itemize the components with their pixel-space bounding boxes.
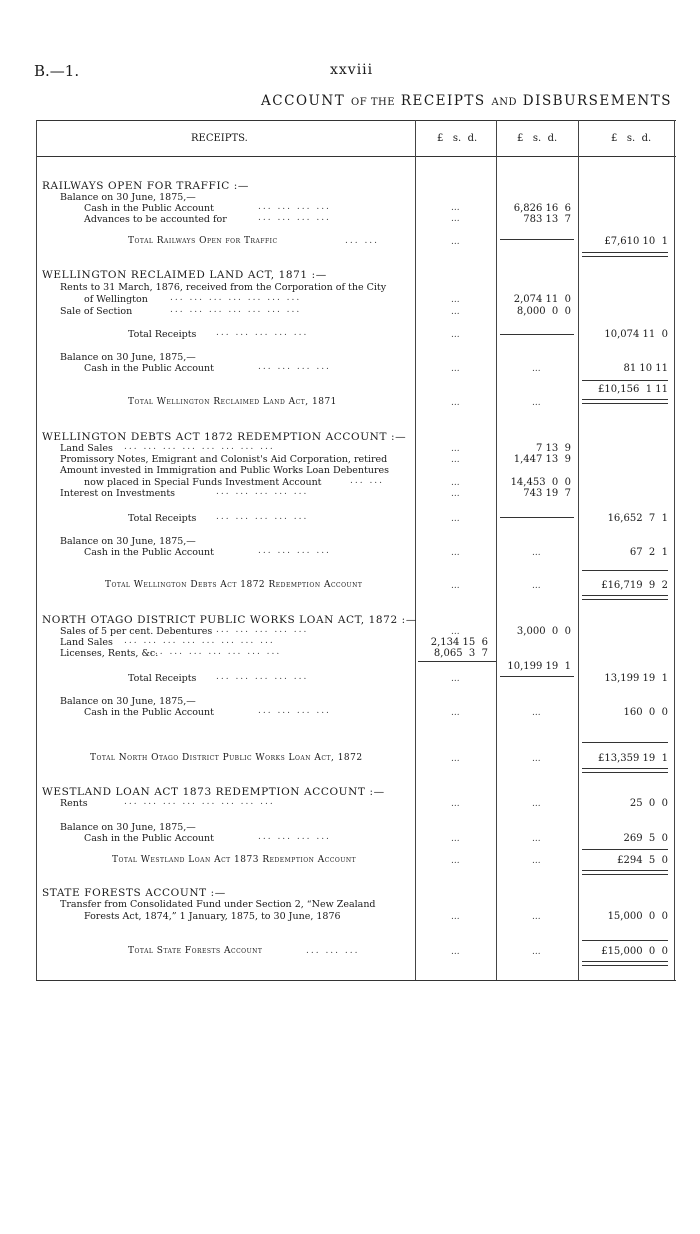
amount-column-2-header: £ s. d.: [517, 133, 558, 144]
ellipsis: ...: [532, 398, 541, 408]
debts-notes-value: 1,447 13 9: [513, 454, 571, 465]
debts-invested-label-cont: now placed in Special Funds Investment Account: [84, 477, 322, 488]
total-double-rule: [582, 595, 668, 600]
leader-dots: ... ... ... ...: [258, 213, 331, 223]
otago-land-label: Land Sales: [60, 637, 113, 648]
ellipsis: ...: [532, 581, 541, 591]
header-rule: [36, 156, 676, 157]
amount-column-1-header: £ s. d.: [437, 133, 478, 144]
otago-total-receipts-value: 13,199 19 1: [604, 673, 668, 684]
debts-total-receipts-label: Total Receipts: [128, 513, 197, 524]
total-double-rule: [582, 768, 668, 773]
railways-cash-label: Cash in the Public Account: [84, 203, 214, 214]
leader-dots: ... ...: [345, 236, 380, 246]
ellipsis: ...: [532, 912, 541, 922]
otago-cash-label: Cash in the Public Account: [84, 707, 214, 718]
ellipsis: ...: [451, 214, 460, 224]
page-title: [261, 93, 672, 109]
debts-total-label: Total Wellington Debts Act 1872 Redemption Account: [105, 580, 363, 590]
leader-dots: ... ... ... ... ... ... ... ...: [124, 636, 275, 646]
ellipsis: ...: [451, 834, 460, 844]
debts-land-value: 7 13 9: [536, 443, 571, 454]
total-double-rule: [582, 961, 668, 966]
ellipsis: ...: [532, 364, 541, 374]
railways-heading: RAILWAYS OPEN FOR TRAFFIC :—: [42, 180, 250, 192]
title-word-of-the: OF THE: [351, 97, 396, 108]
ellipsis: ...: [451, 947, 460, 957]
leader-dots: ... ... ... ... ...: [216, 487, 309, 497]
ellipsis: ...: [451, 444, 460, 454]
ellipsis: ...: [451, 708, 460, 718]
sum-rule: [500, 517, 574, 518]
ellipsis: ...: [532, 754, 541, 764]
sum-rule: [418, 661, 496, 662]
reclaimed-rents-label-cont: of Wellington: [84, 294, 148, 305]
reclaimed-total-value: £10,156 1 11: [598, 384, 668, 395]
total-double-rule: [582, 399, 668, 404]
debts-total-value: £16,719 9 2: [601, 580, 668, 591]
ellipsis: ...: [451, 478, 460, 488]
debts-land-label: Land Sales: [60, 443, 113, 454]
ellipsis: ...: [451, 307, 460, 317]
forests-total-label: Total State Forests Account: [128, 946, 263, 956]
otago-cash-value: 160 0 0: [623, 707, 668, 718]
ellipsis: ...: [451, 754, 460, 764]
title-word-disbursements: DISBURSEMENTS: [522, 93, 672, 109]
debts-cash-value: 67 2 1: [629, 547, 668, 558]
reclaimed-total-receipts-value: 10,074 11 0: [604, 329, 668, 340]
forests-transfer-value: 15,000 0 0: [607, 911, 668, 922]
otago-total-label: Total North Otago District Public Works Loan Act, 1872: [90, 753, 363, 763]
ellipsis: ...: [451, 295, 460, 305]
column-divider-2: [496, 120, 497, 980]
ellipsis: ...: [451, 203, 460, 213]
sum-rule: [582, 940, 668, 941]
sum-rule: [582, 742, 668, 743]
leader-dots: ... ... ...: [306, 946, 360, 956]
table-top-rule: [36, 120, 676, 121]
leader-dots: ... ... ... ... ... ... ...: [170, 305, 302, 315]
otago-land-value: 2,134 15 6: [430, 637, 488, 648]
sum-rule: [582, 380, 668, 381]
reclaimed-balance-label: Balance on 30 June, 1875,—: [60, 352, 196, 363]
debts-total-receipts-value: 16,652 7 1: [607, 513, 668, 524]
leader-dots: ... ... ... ...: [258, 832, 331, 842]
title-word-account: ACCOUNT: [261, 93, 346, 109]
ellipsis: ...: [451, 398, 460, 408]
title-word-receipts: RECEIPTS: [400, 93, 486, 109]
railways-advances-value: 783 13 7: [523, 214, 571, 225]
sum-rule: [500, 676, 574, 677]
otago-total-value: £13,359 19 1: [598, 753, 668, 764]
debts-interest-label: Interest on Investments: [60, 488, 176, 499]
leader-dots: ... ... ... ... ...: [216, 672, 309, 682]
reclaimed-sale-label: Sale of Section: [60, 306, 133, 317]
debts-notes-label: Promissory Notes, Emigrant and Colonist's Aid Corporation, retired: [60, 454, 388, 465]
ellipsis: ...: [451, 364, 460, 374]
receipts-column-header: RECEIPTS.: [191, 133, 248, 144]
ellipsis: ...: [451, 799, 460, 809]
ellipsis: ...: [532, 708, 541, 718]
table-right-rule: [674, 120, 675, 980]
leader-dots: ... ... ... ... ... ... ...: [170, 293, 302, 303]
ellipsis: ...: [451, 674, 460, 684]
westland-balance-label: Balance on 30 June, 1875,—: [60, 822, 196, 833]
ellipsis: ...: [451, 627, 460, 637]
sum-rule: [500, 334, 574, 335]
table-left-rule: [36, 120, 37, 980]
forests-heading: STATE FORESTS ACCOUNT :—: [42, 887, 226, 899]
ellipsis: ...: [451, 581, 460, 591]
debts-cash-label: Cash in the Public Account: [84, 547, 214, 558]
otago-subtotal-value: 10,199 19 1: [507, 661, 571, 672]
leader-dots: ... ... ... ...: [258, 546, 331, 556]
debts-heading: WELLINGTON DEBTS ACT 1872 REDEMPTION ACCOUNT :—: [42, 431, 407, 443]
ellipsis: ...: [451, 548, 460, 558]
column-divider-3: [578, 120, 579, 980]
ellipsis: ...: [532, 799, 541, 809]
reclaimed-sale-value: 8,000 0 0: [516, 306, 571, 317]
page-number: xxviii: [330, 62, 374, 78]
otago-licenses-value: 8,065 3 7: [433, 648, 488, 659]
leader-dots: ... ... ... ... ...: [216, 512, 309, 522]
sum-rule: [500, 239, 574, 240]
otago-licenses-label: Licenses, Rents, &c.: [60, 648, 159, 659]
westland-heading: WESTLAND LOAN ACT 1873 REDEMPTION ACCOUNT :—: [42, 786, 385, 798]
reclaimed-cash-value: 81 10 11: [623, 363, 668, 374]
sum-rule: [582, 570, 668, 571]
leader-dots: ... ... ... ...: [258, 202, 331, 212]
ellipsis: ...: [451, 514, 460, 524]
forests-total-value: £15,000 0 0: [601, 946, 668, 957]
ellipsis: ...: [451, 856, 460, 866]
table-bottom-rule: [36, 980, 676, 981]
otago-total-receipts-label: Total Receipts: [128, 673, 197, 684]
reclaimed-cash-label: Cash in the Public Account: [84, 363, 214, 374]
reclaimed-total-label: Total Wellington Reclaimed Land Act, 1871: [128, 397, 337, 407]
railways-balance-label: Balance on 30 June, 1875,—: [60, 192, 196, 203]
amount-column-3-header: £ s. d.: [611, 133, 652, 144]
westland-rents-value: 25 0 0: [629, 798, 668, 809]
leader-dots: ... ... ... ... ...: [216, 625, 309, 635]
ellipsis: ...: [451, 489, 460, 499]
reclaimed-heading: WELLINGTON RECLAIMED LAND ACT, 1871 :—: [42, 269, 327, 281]
total-double-rule: [582, 870, 668, 875]
railways-advances-label: Advances to be accounted for: [84, 214, 227, 225]
otago-heading: NORTH OTAGO DISTRICT PUBLIC WORKS LOAN ACT, 1872 :—: [42, 614, 417, 626]
leader-dots: ... ... ... ...: [258, 706, 331, 716]
leader-dots: ... ... ... ... ... ... ...: [150, 647, 282, 657]
debts-invested-label: Amount invested in Immigration and Public Works Loan Debentures: [60, 465, 389, 476]
leader-dots: ... ... ... ...: [258, 362, 331, 372]
ellipsis: ...: [451, 237, 460, 247]
ellipsis: ...: [451, 455, 460, 465]
otago-sales-label: Sales of 5 per cent. Debentures: [60, 626, 213, 637]
title-word-and: AND: [491, 97, 517, 108]
ellipsis: ...: [532, 834, 541, 844]
forests-transfer-label-cont: Forests Act, 1874,” 1 January, 1875, to 30 June, 1876: [84, 911, 341, 922]
reclaimed-total-receipts-label: Total Receipts: [128, 329, 197, 340]
westland-total-label: Total Westland Loan Act 1873 Redemption Account: [112, 855, 357, 865]
column-divider-1: [415, 120, 416, 980]
railways-total-value: £7,610 10 1: [604, 236, 668, 247]
debts-invested-value: 14,453 0 0: [510, 477, 571, 488]
leader-dots: ... ... ... ... ...: [216, 328, 309, 338]
westland-rents-label: Rents: [60, 798, 88, 809]
total-double-rule: [582, 252, 668, 257]
railways-total-label: Total Railways Open for Traffic: [128, 236, 278, 246]
ellipsis: ...: [532, 856, 541, 866]
railways-cash-value: 6,826 16 6: [513, 203, 571, 214]
ellipsis: ...: [532, 548, 541, 558]
ellipsis: ...: [451, 330, 460, 340]
leader-dots: ... ... ... ... ... ... ... ...: [124, 797, 275, 807]
document-reference: B.—1.: [34, 62, 80, 80]
forests-transfer-label: Transfer from Consolidated Fund under Section 2, “New Zealand: [60, 899, 376, 910]
leader-dots: ... ... ... ... ... ... ... ...: [124, 442, 275, 452]
ellipsis: ...: [451, 912, 460, 922]
reclaimed-rents-value: 2,074 11 0: [513, 294, 571, 305]
westland-cash-label: Cash in the Public Account: [84, 833, 214, 844]
otago-sales-value: 3,000 0 0: [516, 626, 571, 637]
debts-interest-value: 743 19 7: [523, 488, 571, 499]
westland-cash-value: 269 5 0: [623, 833, 668, 844]
sum-rule: [582, 849, 668, 850]
westland-total-value: £294 5 0: [617, 855, 668, 866]
leader-dots: ... ...: [350, 476, 385, 486]
reclaimed-rents-label: Rents to 31 March, 1876, received from the Corporation of the City: [60, 282, 387, 293]
otago-balance-label: Balance on 30 June, 1875,—: [60, 696, 196, 707]
ellipsis: ...: [532, 947, 541, 957]
debts-balance-label: Balance on 30 June, 1875,—: [60, 536, 196, 547]
